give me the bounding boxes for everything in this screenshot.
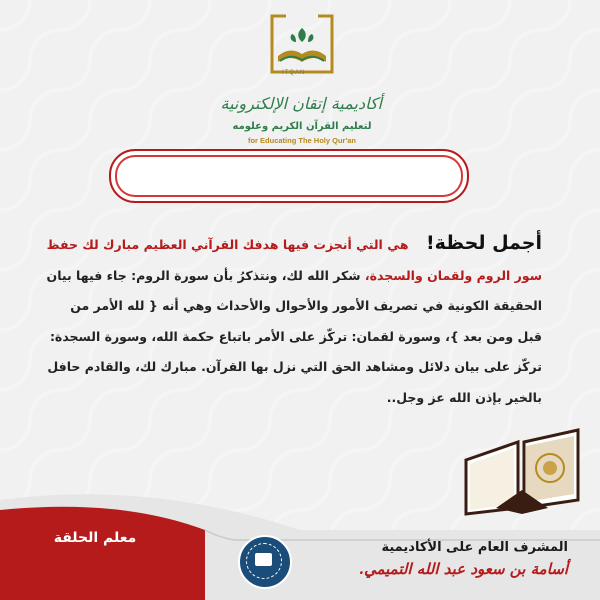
academy-logo [222,14,382,144]
logo-brand-text: ITQAN [282,70,306,76]
message-body: شكر الله لك، ونتذكرُ بأن سورة الروم: جاء فيها بيان الحقيقة الكونية في تصريف الأمور والأحوال والأحداث وهي أنه { لله الأمر من قبل ومن بعد }، وسورة لقمان: تركّز على الأمر باتباع حكمة الله، وسورة السجدة: تركّز على بيان دلائل ومشاهد الحق التي نزل بها القرآن. مبارك لك، والقادم حافل بالخير بإذن الله عز وجل.. [46,267,542,405]
student-name-box [109,149,469,203]
seal-center [255,553,272,566]
message-highlight: هي التي أنجزت فيها هدفك القرآني العظيم مبارك لك حفظ سور الروم ولقمان والسجدة، [46,237,542,283]
logo-english-subtitle: for Educating The Holy Qur'an [247,136,357,145]
quran-book-logo-icon [266,14,338,76]
logo-arabic-name: أكاديمية إتقان الإلكترونية [220,94,382,113]
supervisor-title: المشرف العام على الأكاديمية [381,540,568,555]
message-lead: أجمل لحظة! [425,232,542,254]
logo-arabic-subtitle: لتعليم القرآن الكريم وعلومه [232,121,372,132]
congratulation-message [42,228,542,413]
academy-seal-icon [238,535,292,589]
teacher-label: معلم الحلقة [53,530,137,546]
supervisor-name: أسامة بن سعود عبد الله التميمي. [358,560,568,578]
